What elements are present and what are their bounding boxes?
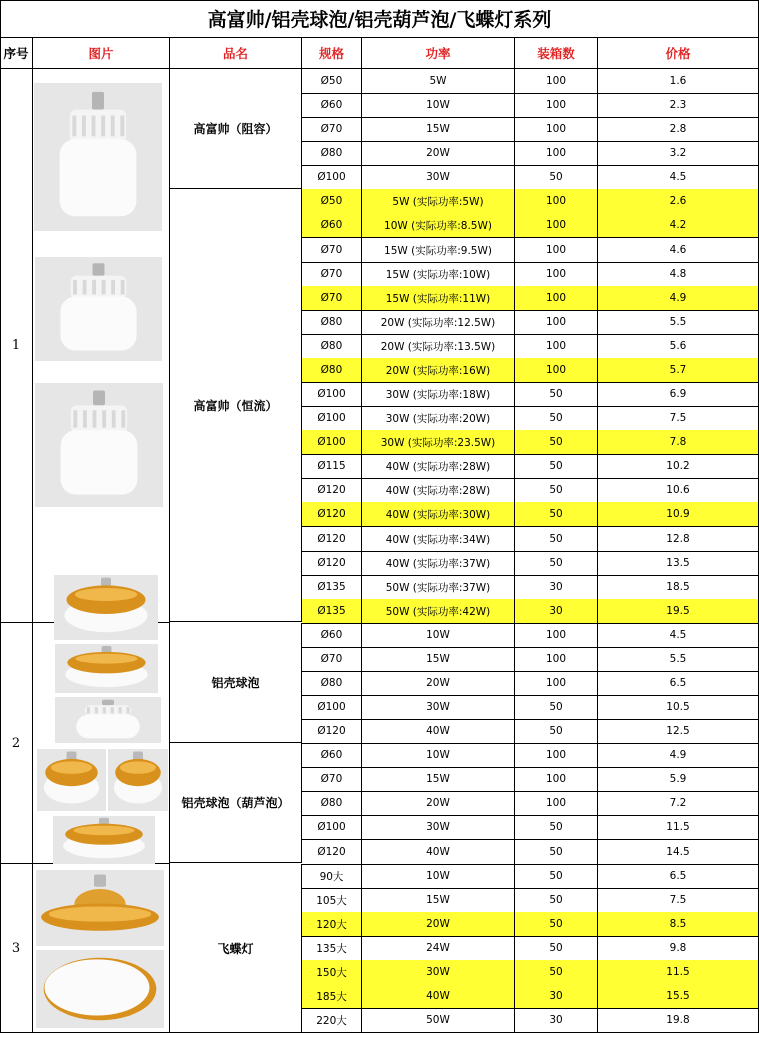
row-pack: 30 <box>515 984 598 1009</box>
row-spec: Ø120 <box>302 551 362 576</box>
ufo-lamp-photo <box>36 870 164 946</box>
row-spec: Ø70 <box>302 767 362 792</box>
gourd-bulb-lying-photo <box>53 816 155 864</box>
row-price: 4.9 <box>598 286 758 311</box>
row-power: 15W <box>362 888 515 913</box>
row-pack: 100 <box>515 310 598 335</box>
row-power: 15W <box>362 647 515 672</box>
row-price: 4.2 <box>598 213 758 238</box>
row-spec: Ø120 <box>302 840 362 865</box>
row-pack: 100 <box>515 647 598 672</box>
row-pack: 100 <box>515 767 598 792</box>
row-price: 5.7 <box>598 358 758 383</box>
header-spec: 规格 <box>302 38 362 69</box>
row-spec: Ø50 <box>302 69 362 94</box>
white-column-bulb-angle-photo <box>35 383 163 507</box>
row-spec: 150大 <box>302 960 362 985</box>
row-power: 20W (实际功率:16W) <box>362 358 515 383</box>
row-pack: 50 <box>515 936 598 961</box>
row-spec: 220大 <box>302 1008 362 1033</box>
row-pack: 50 <box>515 840 598 865</box>
row-price: 15.5 <box>598 984 758 1009</box>
row-power: 30W <box>362 165 515 190</box>
row-spec: 105大 <box>302 888 362 913</box>
row-price: 4.8 <box>598 262 758 287</box>
row-pack: 50 <box>515 888 598 913</box>
row-price: 11.5 <box>598 815 758 840</box>
row-power: 15W <box>362 117 515 142</box>
row-pack: 50 <box>515 719 598 744</box>
row-pack: 50 <box>515 406 598 431</box>
row-power: 30W (实际功率:20W) <box>362 406 515 431</box>
row-pack: 50 <box>515 551 598 576</box>
row-spec: Ø120 <box>302 527 362 552</box>
row-spec: Ø60 <box>302 213 362 238</box>
white-column-bulb-photo <box>34 83 162 231</box>
row-power: 5W (实际功率:5W) <box>362 189 515 214</box>
row-spec: 185大 <box>302 984 362 1009</box>
row-pack: 50 <box>515 430 598 455</box>
row-price: 6.5 <box>598 864 758 889</box>
row-price: 4.5 <box>598 623 758 648</box>
row-price: 2.3 <box>598 93 758 118</box>
row-spec: Ø100 <box>302 430 362 455</box>
row-price: 3.2 <box>598 141 758 166</box>
gold-gourd-bulb-side-photo <box>108 749 168 811</box>
header-name: 品名 <box>170 38 302 69</box>
row-power: 5W <box>362 69 515 94</box>
row-power: 15W <box>362 767 515 792</box>
row-price: 5.6 <box>598 334 758 359</box>
row-spec: 90大 <box>302 864 362 889</box>
row-price: 7.2 <box>598 791 758 816</box>
row-spec: 135大 <box>302 936 362 961</box>
row-power: 24W <box>362 936 515 961</box>
row-power: 10W <box>362 743 515 768</box>
row-price: 7.8 <box>598 430 758 455</box>
row-power: 40W <box>362 984 515 1009</box>
row-power: 10W <box>362 623 515 648</box>
product-name: 铝壳球泡（葫芦泡） <box>170 743 302 863</box>
row-pack: 100 <box>515 141 598 166</box>
row-price: 7.5 <box>598 406 758 431</box>
white-column-bulb-side-photo <box>35 257 162 361</box>
row-spec: Ø70 <box>302 238 362 263</box>
row-spec: Ø70 <box>302 647 362 672</box>
row-spec: Ø115 <box>302 454 362 479</box>
row-spec: Ø60 <box>302 623 362 648</box>
row-power: 30W (实际功率:18W) <box>362 382 515 407</box>
row-pack: 50 <box>515 454 598 479</box>
row-pack: 30 <box>515 1008 598 1033</box>
row-price: 2.6 <box>598 189 758 214</box>
row-price: 2.8 <box>598 117 758 142</box>
row-price: 18.5 <box>598 575 758 600</box>
row-pack: 100 <box>515 743 598 768</box>
row-pack: 50 <box>515 165 598 190</box>
row-power: 50W (实际功率:37W) <box>362 575 515 600</box>
row-pack: 100 <box>515 238 598 263</box>
product-name: 高富帅（阻容） <box>170 69 302 189</box>
row-price: 9.8 <box>598 936 758 961</box>
row-power: 40W (实际功率:37W) <box>362 551 515 576</box>
row-spec: 120大 <box>302 912 362 937</box>
row-price: 1.6 <box>598 69 758 94</box>
row-power: 20W <box>362 671 515 696</box>
row-power: 40W <box>362 719 515 744</box>
row-pack: 30 <box>515 599 598 624</box>
row-spec: Ø100 <box>302 406 362 431</box>
row-pack: 50 <box>515 815 598 840</box>
gold-gourd-bulb-photo <box>37 749 106 811</box>
row-pack: 100 <box>515 69 598 94</box>
row-price: 10.2 <box>598 454 758 479</box>
row-power: 10W <box>362 864 515 889</box>
row-power: 20W <box>362 791 515 816</box>
row-price: 19.5 <box>598 599 758 624</box>
product-name: 飞蝶灯 <box>170 864 302 1033</box>
row-price: 6.5 <box>598 671 758 696</box>
row-power: 15W (实际功率:9.5W) <box>362 238 515 263</box>
row-pack: 50 <box>515 527 598 552</box>
row-pack: 50 <box>515 695 598 720</box>
row-spec: Ø70 <box>302 262 362 287</box>
row-price: 11.5 <box>598 960 758 985</box>
row-spec: Ø80 <box>302 310 362 335</box>
row-price: 7.5 <box>598 888 758 913</box>
row-pack: 100 <box>515 334 598 359</box>
row-spec: Ø80 <box>302 334 362 359</box>
row-price: 10.5 <box>598 695 758 720</box>
row-power: 50W (实际功率:42W) <box>362 599 515 624</box>
product-name: 铝壳球泡 <box>170 623 302 743</box>
row-price: 8.5 <box>598 912 758 937</box>
row-power: 15W (实际功率:11W) <box>362 286 515 311</box>
row-price: 5.5 <box>598 647 758 672</box>
header-pack: 装箱数 <box>515 38 598 69</box>
row-price: 4.6 <box>598 238 758 263</box>
row-power: 10W (实际功率:8.5W) <box>362 213 515 238</box>
row-spec: Ø60 <box>302 93 362 118</box>
sheet-title: 高富帅/铝壳球泡/铝壳葫芦泡/飞蝶灯系列 <box>0 0 759 38</box>
row-price: 4.9 <box>598 743 758 768</box>
group-number: 3 <box>0 864 33 1033</box>
row-pack: 100 <box>515 286 598 311</box>
row-pack: 100 <box>515 93 598 118</box>
row-pack: 30 <box>515 575 598 600</box>
row-spec: Ø80 <box>302 791 362 816</box>
gold-aluminium-bulb-photo <box>54 575 158 640</box>
row-power: 40W (实际功率:34W) <box>362 527 515 552</box>
row-power: 20W <box>362 141 515 166</box>
row-price: 12.8 <box>598 527 758 552</box>
row-pack: 50 <box>515 502 598 527</box>
row-pack: 100 <box>515 671 598 696</box>
group-number: 2 <box>0 623 33 864</box>
row-spec: Ø120 <box>302 719 362 744</box>
row-price: 6.9 <box>598 382 758 407</box>
row-pack: 50 <box>515 864 598 889</box>
row-spec: Ø135 <box>302 599 362 624</box>
gold-aluminium-bulb-side-photo <box>55 644 158 693</box>
row-pack: 100 <box>515 623 598 648</box>
row-spec: Ø135 <box>302 575 362 600</box>
row-power: 50W <box>362 1008 515 1033</box>
row-pack: 100 <box>515 791 598 816</box>
row-pack: 50 <box>515 382 598 407</box>
row-pack: 100 <box>515 213 598 238</box>
row-spec: Ø50 <box>302 189 362 214</box>
row-pack: 100 <box>515 117 598 142</box>
row-pack: 100 <box>515 189 598 214</box>
row-spec: Ø120 <box>302 502 362 527</box>
row-pack: 100 <box>515 262 598 287</box>
row-price: 10.9 <box>598 502 758 527</box>
header-price: 价格 <box>598 38 758 69</box>
row-spec: Ø100 <box>302 695 362 720</box>
row-power: 40W (实际功率:28W) <box>362 454 515 479</box>
row-spec: Ø100 <box>302 815 362 840</box>
row-price: 5.5 <box>598 310 758 335</box>
header-seq: 序号 <box>0 38 33 69</box>
header-image: 图片 <box>33 38 170 69</box>
header-power: 功率 <box>362 38 515 69</box>
row-price: 13.5 <box>598 551 758 576</box>
row-spec: Ø100 <box>302 382 362 407</box>
row-spec: Ø60 <box>302 743 362 768</box>
row-pack: 50 <box>515 960 598 985</box>
row-price: 10.6 <box>598 478 758 503</box>
row-pack: 50 <box>515 912 598 937</box>
row-power: 20W (实际功率:12.5W) <box>362 310 515 335</box>
row-price: 4.5 <box>598 165 758 190</box>
row-price: 12.5 <box>598 719 758 744</box>
row-spec: Ø100 <box>302 165 362 190</box>
row-pack: 100 <box>515 358 598 383</box>
row-power: 30W <box>362 695 515 720</box>
row-power: 40W (实际功率:28W) <box>362 478 515 503</box>
product-name: 高富帅（恒流） <box>170 189 302 622</box>
group-number: 1 <box>0 69 33 623</box>
row-spec: Ø80 <box>302 141 362 166</box>
row-power: 30W (实际功率:23.5W) <box>362 430 515 455</box>
row-spec: Ø80 <box>302 358 362 383</box>
row-power: 40W (实际功率:30W) <box>362 502 515 527</box>
row-spec: Ø80 <box>302 671 362 696</box>
white-round-bulb-photo <box>55 697 161 743</box>
row-power: 20W (实际功率:13.5W) <box>362 334 515 359</box>
ufo-lamp-front-photo <box>36 950 164 1028</box>
row-price: 5.9 <box>598 767 758 792</box>
row-power: 30W <box>362 960 515 985</box>
row-power: 20W <box>362 912 515 937</box>
row-spec: Ø120 <box>302 478 362 503</box>
row-price: 19.8 <box>598 1008 758 1033</box>
row-pack: 50 <box>515 478 598 503</box>
row-spec: Ø70 <box>302 286 362 311</box>
row-power: 10W <box>362 93 515 118</box>
row-power: 30W <box>362 815 515 840</box>
row-power: 40W <box>362 840 515 865</box>
row-power: 15W (实际功率:10W) <box>362 262 515 287</box>
row-spec: Ø70 <box>302 117 362 142</box>
row-price: 14.5 <box>598 840 758 865</box>
